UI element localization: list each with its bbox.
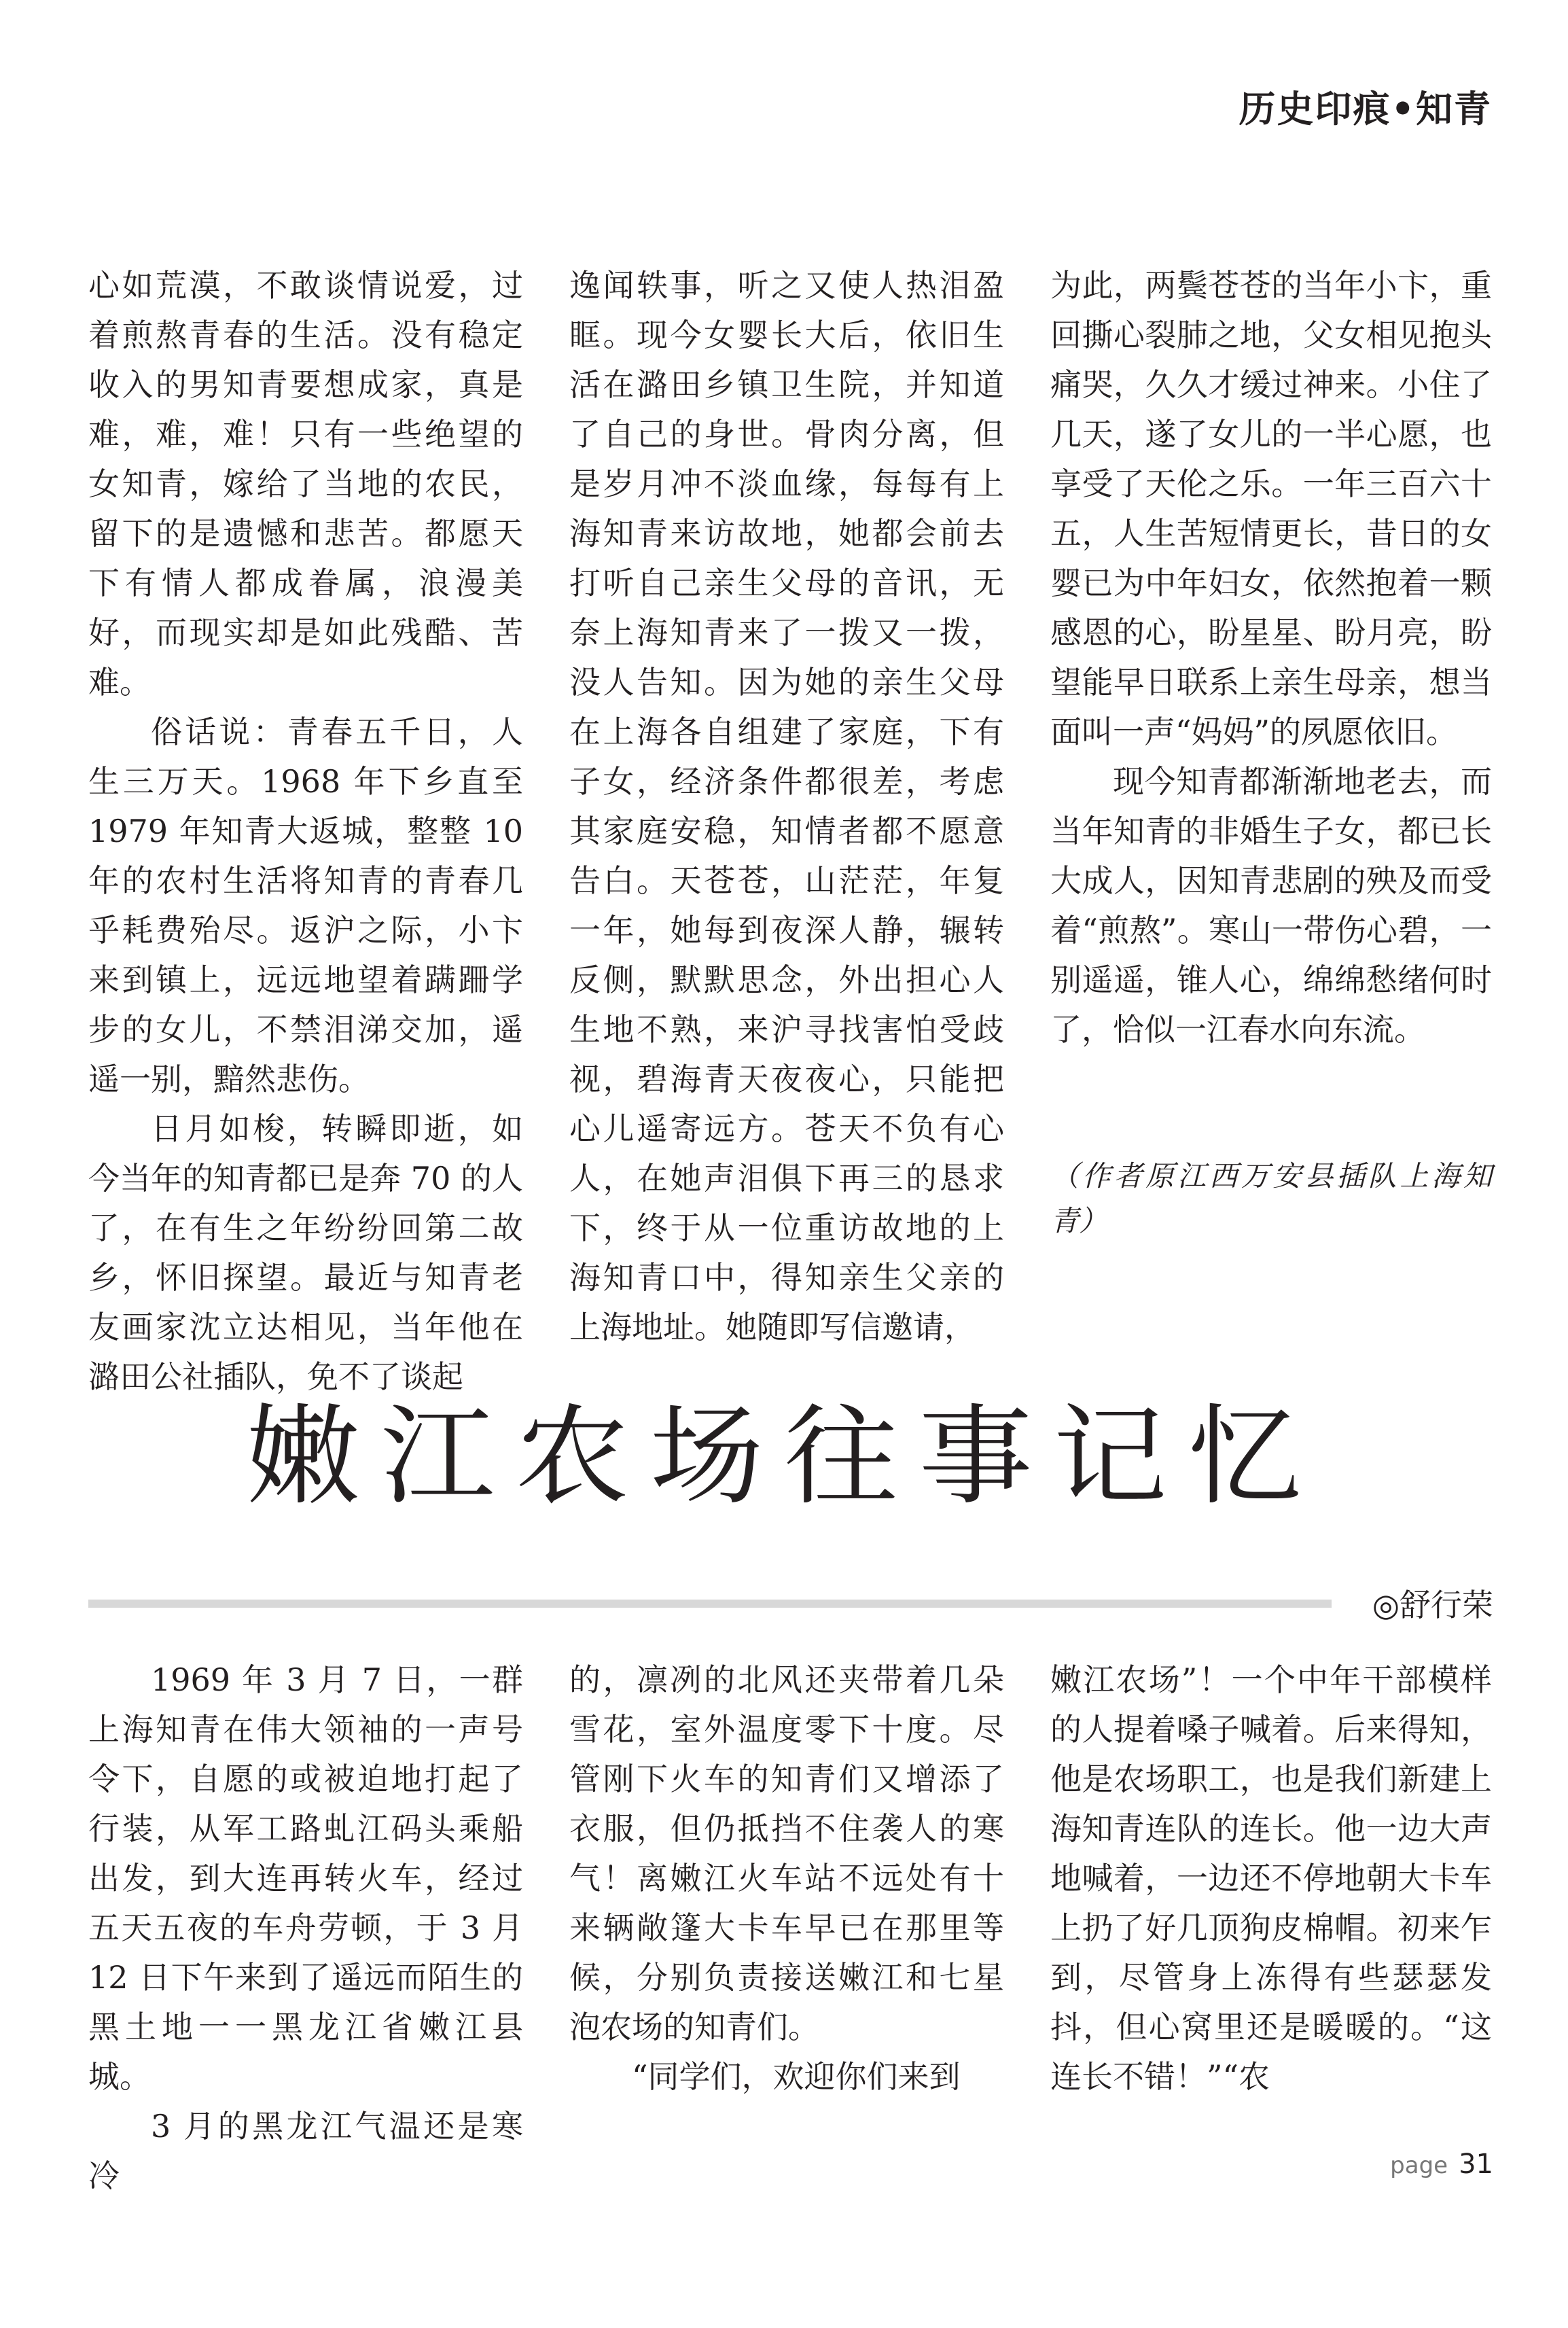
article-title: 嫩江农场往事记忆 xyxy=(246,1393,1322,1520)
column-3-bottom xyxy=(1050,1655,1492,2102)
column-3-top xyxy=(1050,261,1492,1244)
paragraph: 俗话说：青春五千日，人生三万天。1968 年下乡直至 1979 年知青大返城，整整 10 年的农村生活将知青的青春几乎耗费殆尽。返沪之际，小卞来到镇上，远远地望着蹒跚学步的女儿，不禁泪涕交加，遥遥一别，黯然悲伤。 xyxy=(88,713,523,1097)
byline: ◎舒行荣 xyxy=(1372,1587,1493,1623)
paragraph: 现今知青都渐渐地老去，而当年知青的非婚生子女，都已长大成人，因知青悲剧的殃及而受着“煎熬”。寒山一带伤心碧，一别遥遥，锥人心，绵绵愁绪何时了，恰似一江春水向东流。 xyxy=(1050,763,1492,1048)
page-footer xyxy=(1390,2149,1493,2180)
column-2-top xyxy=(569,261,1004,1352)
page-label: page xyxy=(1390,2152,1448,2179)
paragraph: 心如荒漠，不敢谈情说爱，过着煎熬青春的生活。没有稳定收入的男知青要想成家，真是难，难，难！只有一些绝望的女知青，嫁给了当地的农民，留下的是遗憾和悲苦。都愿天下有情人都成眷属，浪漫美好，而现实却是如此残酷、苦难。 xyxy=(88,267,523,701)
paragraph: 3 月的黑龙江气温还是寒冷 xyxy=(88,2108,523,2194)
column-1-bottom xyxy=(88,1655,523,2201)
paragraph: 日月如梭，转瞬即逝，如今当年的知青都已是奔 70 的人了，在有生之年纷纷回第二故乡，怀旧探望。最近与知青老友画家沈立达相见，当年他在潞田公社插队，免不了谈起 xyxy=(88,1110,523,1395)
page-number: 31 xyxy=(1459,2149,1493,2180)
column-1-top xyxy=(88,261,523,1402)
paragraph: 嫩江农场”！一个中年干部模样的人提着嗓子喊着。后来得知，他是农场职工，也是我们新建上海知青连队的连长。他一边大声地喊着，一边还不停地朝大卡车上扔了好几顶狗皮棉帽。初来乍到，尽管身上冻得有些瑟瑟发抖，但心窝里还是暖暖的。“这连长不错！”“农 xyxy=(1050,1661,1492,2095)
author-note: （作者原江西万安县插队上海知青） xyxy=(1050,1159,1492,1237)
byline-divider xyxy=(88,1600,1332,1608)
section-header: 历史印痕•知青 xyxy=(1239,87,1492,130)
paragraph: “同学们，欢迎你们来到 xyxy=(632,2058,961,2095)
paragraph: 为此，两鬓苍苍的当年小卞，重回撕心裂肺之地，父女相见抱头痛哭，久久才缓过神来。小住了几天，遂了女儿的一半心愿，也享受了天伦之乐。一年三百六十五，人生苦短情更长，昔日的女婴已为中年妇女，依然抱着一颗感恩的心，盼星星、盼月亮，盼望能早日联系上亲生母亲，想当面叫一声“妈妈”的夙愿依旧。 xyxy=(1050,267,1492,750)
paragraph: 的，凛冽的北风还夹带着几朵雪花，室外温度零下十度。尽管刚下火车的知青们又增添了衣服，但仍抵挡不住袭人的寒气！离嫩江火车站不远处有十来辆敞篷大卡车早已在那里等候，分别负责接送嫩江和七星泡农场的知青们。 xyxy=(569,1661,1004,2045)
paragraph: 1969 年 3 月 7 日，一群上海知青在伟大领袖的一声号令下，自愿的或被迫地打起了行装，从军工路虬江码头乘船出发，到大连再转火车，经过五天五夜的车舟劳顿，于 3 月 12 日下午来到了遥远而陌生的黑土地一一黑龙江省嫩江县城。 xyxy=(88,1661,523,2095)
paragraph: 逸闻轶事，听之又使人热泪盈眶。现今女婴长大后，依旧生活在潞田乡镇卫生院，并知道了自己的身世。骨肉分离，但是岁月冲不淡血缘，每每有上海知青来访故地，她都会前去打听自己亲生父母的音讯，无奈上海知青来了一拨又一拨，没人告知。因为她的亲生父母在上海各自组建了家庭，下有子女，经济条件都很差，考虑其家庭安稳，知情者都不愿意告白。天苍苍，山茫茫，年复一年，她每到夜深人静，辗转反侧，默默思念，外出担心人生地不熟，来沪寻找害怕受歧视，碧海青天夜夜心，只能把心儿遥寄远方。苍天不负有心人，在她声泪俱下再三的恳求下，终于从一位重访故地的上海知青口中，得知亲生父亲的上海地址。她随即写信邀请， xyxy=(569,267,1004,1345)
column-2-bottom xyxy=(569,1655,1004,2102)
